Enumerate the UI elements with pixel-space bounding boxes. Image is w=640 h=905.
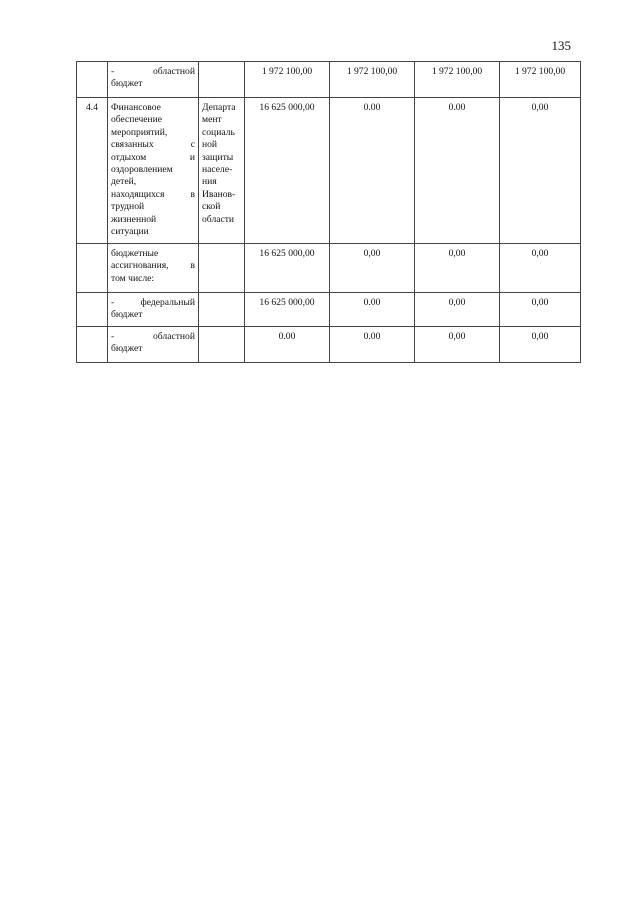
item-name-line: жизненной — [111, 213, 157, 225]
amount-cell: 16 625 000,00 — [245, 293, 330, 327]
item-name-line: бюджет — [111, 78, 143, 90]
item-name-line: находящихся в — [111, 188, 195, 200]
row-number-cell — [77, 293, 108, 327]
amount-cell: 16 625 000,00 — [245, 98, 330, 244]
table-row — [77, 62, 581, 98]
amount-cell: 0,00 — [330, 244, 415, 293]
row-number-cell: 4.4 — [77, 98, 108, 244]
executor-cell — [199, 62, 245, 98]
page-number: 135 — [551, 38, 571, 53]
amount-cell: 0,00 — [500, 98, 581, 244]
item-name-line: детей, — [111, 176, 137, 188]
executor-line: Иванов- — [202, 188, 236, 200]
amount-cell: 0.00 — [330, 98, 415, 244]
table-row — [77, 244, 581, 293]
item-name-line: Финансовое — [111, 102, 161, 113]
row-number-cell — [77, 62, 108, 98]
item-name-line: бюджет — [111, 343, 143, 355]
item-name-cell — [108, 98, 199, 244]
amount-cell: 0,00 — [415, 327, 500, 363]
table-row — [77, 293, 581, 327]
amount-cell: 1 972 100,00 — [330, 62, 415, 98]
item-name-line: ассигнования, в — [111, 260, 195, 272]
item-name-line: ситуации — [111, 226, 149, 238]
item-name-line: трудной — [111, 201, 145, 213]
executor-line: защиты — [202, 151, 234, 163]
amount-cell: 0.00 — [415, 98, 500, 244]
executor-line: ния — [202, 176, 217, 188]
item-name-cell — [108, 244, 199, 293]
amount-cell: 0.00 — [330, 293, 415, 327]
table-row — [77, 98, 581, 244]
item-name-line: связанных с — [111, 139, 195, 151]
item-name-line: мероприятий, — [111, 126, 168, 138]
item-name-line: оздоровлением — [111, 164, 173, 176]
item-name-cell — [108, 327, 199, 363]
executor-line: ной — [202, 139, 218, 151]
executor-line: населе- — [202, 164, 233, 176]
executor-cell — [199, 293, 245, 327]
budget-table — [76, 61, 581, 363]
row-number-cell — [77, 244, 108, 293]
amount-cell: 16 625 000,00 — [245, 244, 330, 293]
amount-cell: 1 972 100,00 — [415, 62, 500, 98]
amount-cell: 0.00 — [330, 327, 415, 363]
item-name-line: - областной — [111, 66, 195, 77]
item-name-cell — [108, 293, 199, 327]
amount-cell: 0.00 — [245, 327, 330, 363]
table-row — [77, 327, 581, 363]
executor-line: социаль — [202, 126, 235, 138]
item-name-line: бюджетные — [111, 248, 159, 259]
item-name-line: том числе: — [111, 272, 155, 284]
amount-cell: 0,00 — [500, 327, 581, 363]
item-name-line: - областной — [111, 331, 195, 342]
amount-cell: 0,00 — [500, 244, 581, 293]
executor-line: Департа — [202, 102, 236, 113]
row-number-cell — [77, 327, 108, 363]
amount-cell: 0,00 — [415, 293, 500, 327]
executor-cell — [199, 327, 245, 363]
executor-cell — [199, 244, 245, 293]
item-name-cell — [108, 62, 199, 98]
executor-line: мент — [202, 114, 222, 126]
item-name-line: отдыхом и — [111, 151, 195, 163]
item-name-line: - федеральный — [111, 297, 195, 308]
executor-line: области — [202, 213, 235, 225]
budget-table-body — [77, 62, 581, 363]
amount-cell: 0,00 — [500, 293, 581, 327]
amount-cell: 1 972 100,00 — [500, 62, 581, 98]
executor-line: ской — [202, 201, 221, 213]
amount-cell: 1 972 100,00 — [245, 62, 330, 98]
item-name-line: бюджет — [111, 309, 143, 321]
item-name-line: обеспечение — [111, 114, 163, 126]
executor-cell — [199, 98, 245, 244]
amount-cell: 0,00 — [415, 244, 500, 293]
